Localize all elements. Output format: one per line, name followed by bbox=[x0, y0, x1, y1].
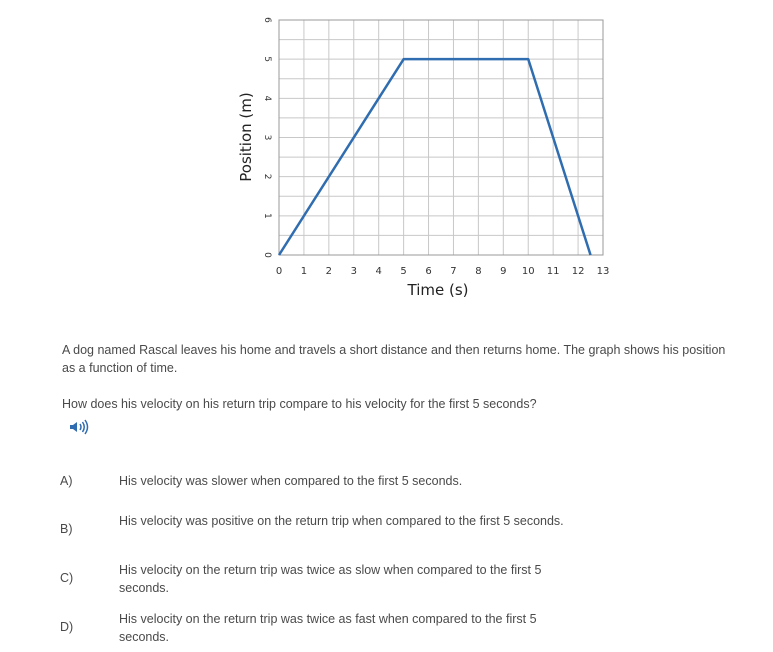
y-tick-labels bbox=[262, 17, 272, 258]
question-prompt: How does his velocity on his return trip compare to his velocity for the first 5 seconds? bbox=[62, 397, 537, 411]
speaker-icon[interactable] bbox=[68, 418, 90, 436]
x-tick-label: 12 bbox=[571, 266, 585, 277]
x-tick-label: 11 bbox=[546, 266, 560, 277]
choice-text: His velocity was slower when compared to the first 5 seconds. bbox=[119, 474, 463, 488]
x-tick-labels bbox=[276, 266, 610, 277]
choice-letter: A) bbox=[60, 474, 73, 488]
position-time-chart bbox=[0, 0, 773, 310]
choice-letter: D) bbox=[60, 620, 74, 634]
x-tick-label: 5 bbox=[400, 266, 407, 277]
y-tick-label: 4 bbox=[262, 95, 272, 102]
y-tick-label: 2 bbox=[262, 173, 272, 180]
y-tick-label: 0 bbox=[262, 252, 272, 258]
choice-letter: C) bbox=[60, 571, 74, 585]
choice-text: His velocity on the return trip was twice as fast when compared to the first 5 seconds. bbox=[119, 612, 537, 644]
y-tick-label: 1 bbox=[262, 212, 272, 219]
x-tick-label: 6 bbox=[425, 266, 432, 277]
x-tick-label: 2 bbox=[325, 266, 333, 277]
x-tick-label: 1 bbox=[300, 266, 308, 277]
x-tick-label: 3 bbox=[350, 266, 357, 277]
y-tick-label: 6 bbox=[262, 17, 272, 23]
x-tick-label: 7 bbox=[450, 266, 457, 277]
question-passage: A dog named Rascal leaves his home and travels a short distance and then returns home. The graph shows his position as a function of time. bbox=[62, 343, 726, 375]
x-tick-label: 0 bbox=[275, 266, 283, 277]
x-tick-label: 10 bbox=[521, 266, 535, 277]
choice-text: His velocity was positive on the return trip when compared to the first 5 seconds. bbox=[119, 514, 564, 528]
y-tick-label: 3 bbox=[262, 134, 272, 141]
y-axis-label: Position (m) bbox=[237, 92, 255, 182]
choice-letter: B) bbox=[60, 522, 73, 536]
y-tick-label: 5 bbox=[262, 56, 272, 63]
x-axis-label: Time (s) bbox=[407, 281, 469, 299]
x-tick-label: 4 bbox=[375, 266, 382, 277]
x-tick-label: 13 bbox=[596, 266, 610, 277]
choice-text: His velocity on the return trip was twice as slow when compared to the first 5 seconds. bbox=[119, 563, 542, 595]
x-tick-label: 9 bbox=[500, 266, 507, 277]
x-tick-label: 8 bbox=[475, 266, 482, 277]
